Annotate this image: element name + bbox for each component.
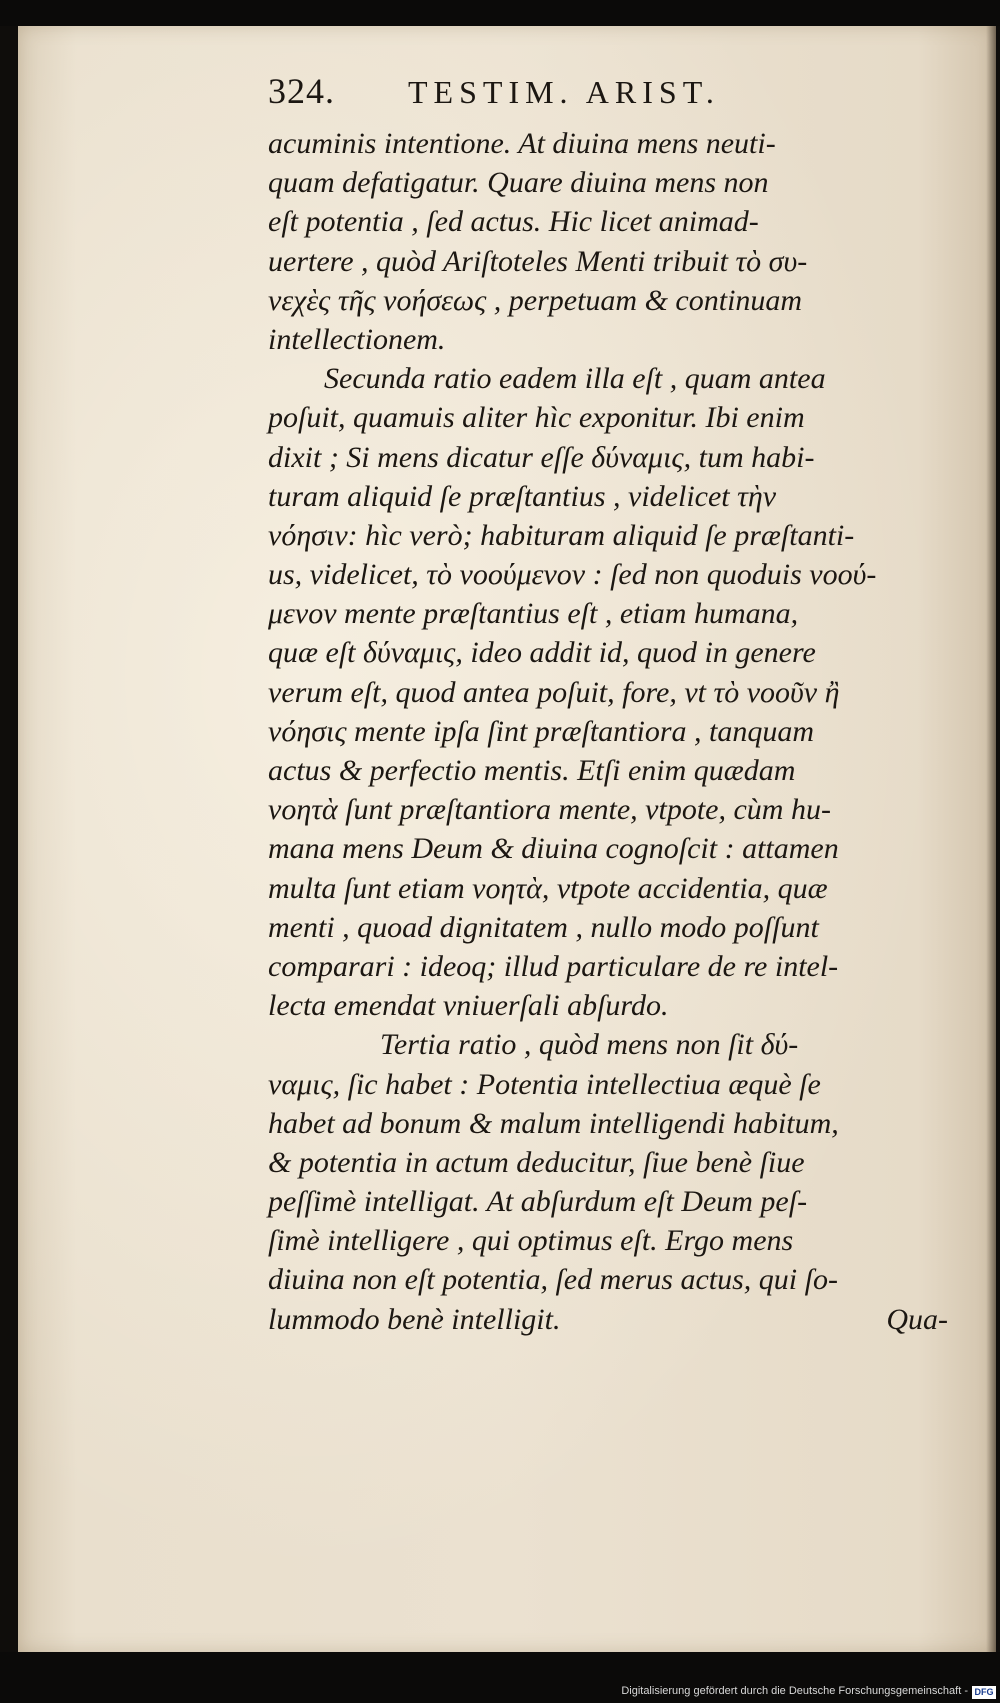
funding-credit: Digitalisierung gefördert durch die Deutsche Forschungsgemeinschaft - (621, 1685, 968, 1697)
paragraph-start-line: Secunda ratio eadem illa eſt , quam antea (324, 362, 826, 396)
text-line: poſuit, quamuis aliter hìc exponitur. Ibi enim (268, 401, 805, 435)
text-line: νόησιν: hìc verò; habituram aliquid ſe præſtanti- (268, 518, 855, 552)
text-line: menti , quoad dignitatem , nullo modo poſſunt (268, 910, 819, 944)
text-line: ſimè intelligere , qui optimus eſt. Ergo mens (268, 1224, 794, 1258)
body-text (268, 124, 948, 1339)
text-line: eſt potentia , ſed actus. Hic licet animad- (268, 205, 759, 239)
text-line: us, videlicet, τὸ νοούμενον : ſed non quoduis νοού- (268, 558, 877, 592)
text-line: dixit ; Si mens dicatur eſſe δύναμις, tum habi- (268, 440, 815, 474)
text-line: turam aliquid ſe præſtantius , videlicet τὴν (268, 479, 777, 513)
text-block (268, 70, 948, 1339)
text-line: νοητὰ ſunt præſtantiora mente, vtpote, cùm hu- (268, 793, 831, 827)
running-head (268, 70, 948, 124)
text-line: uertere , quòd Ariſtoteles Menti tribuit τὸ συ- (268, 244, 808, 278)
top-edge (0, 0, 1000, 26)
text-line: lummodo benè intelligit. (268, 1302, 561, 1336)
text-line: comparari : ideoq; illud particulare de re intel- (268, 949, 839, 983)
gutter-shadow (986, 26, 996, 1652)
running-title: TESTIM. ARIST. (408, 74, 720, 110)
text-line: ναμις, ſic habet : Potentia intellectiua æquè ſe (268, 1067, 821, 1101)
final-line (268, 1300, 948, 1339)
paragraph-start-line: Tertia ratio , quòd mens non ſit δύ- (380, 1028, 799, 1062)
text-line: mana mens Deum & diuina cognoſcit : attamen (268, 832, 839, 866)
text-line: habet ad bonum & malum intelligendi habitum, (268, 1106, 839, 1140)
text-line: acuminis intentione. At diuina mens neuti- (268, 127, 776, 160)
text-line: νεχὲς τῆς νοήσεως , perpetuam & continuam (268, 283, 803, 317)
text-line: intellectionem. (268, 322, 446, 356)
text-line: quæ eſt δύναμις, ideo addit id, quod in genere (268, 636, 816, 670)
text-line: νόησις mente ipſa ſint præſtantiora , tanquam (268, 714, 815, 748)
text-line: multa ſunt etiam νοητὰ, vtpote accidentia, quæ (268, 871, 828, 905)
text-line: verum eſt, quod antea poſuit, fore, vt τὸ νοοῦν ἢ (268, 675, 840, 709)
dfg-logo: DFG (972, 1686, 996, 1699)
text-line: actus & perfectio mentis. Etſi enim quædam (268, 754, 796, 787)
text-line: quam defatigatur. Quare diuina mens non (268, 166, 769, 200)
text-line: μενον mente præſtantius eſt , etiam humana, (268, 597, 799, 631)
text-line: lecta emendat vniuerſali abſurdo. (268, 989, 669, 1023)
text-line: diuina non eſt potentia, ſed merus actus, qui ſo- (268, 1263, 838, 1297)
text-line: peſſimè intelligat. At abſurdum eſt Deum peſ- (268, 1185, 808, 1219)
page-number: 324. (268, 71, 335, 111)
catchword: Qua- (886, 1302, 948, 1336)
footer-bar (0, 1652, 1000, 1703)
text-line: & potentia in actum deducitur, ſiue benè ſiue (268, 1145, 805, 1179)
